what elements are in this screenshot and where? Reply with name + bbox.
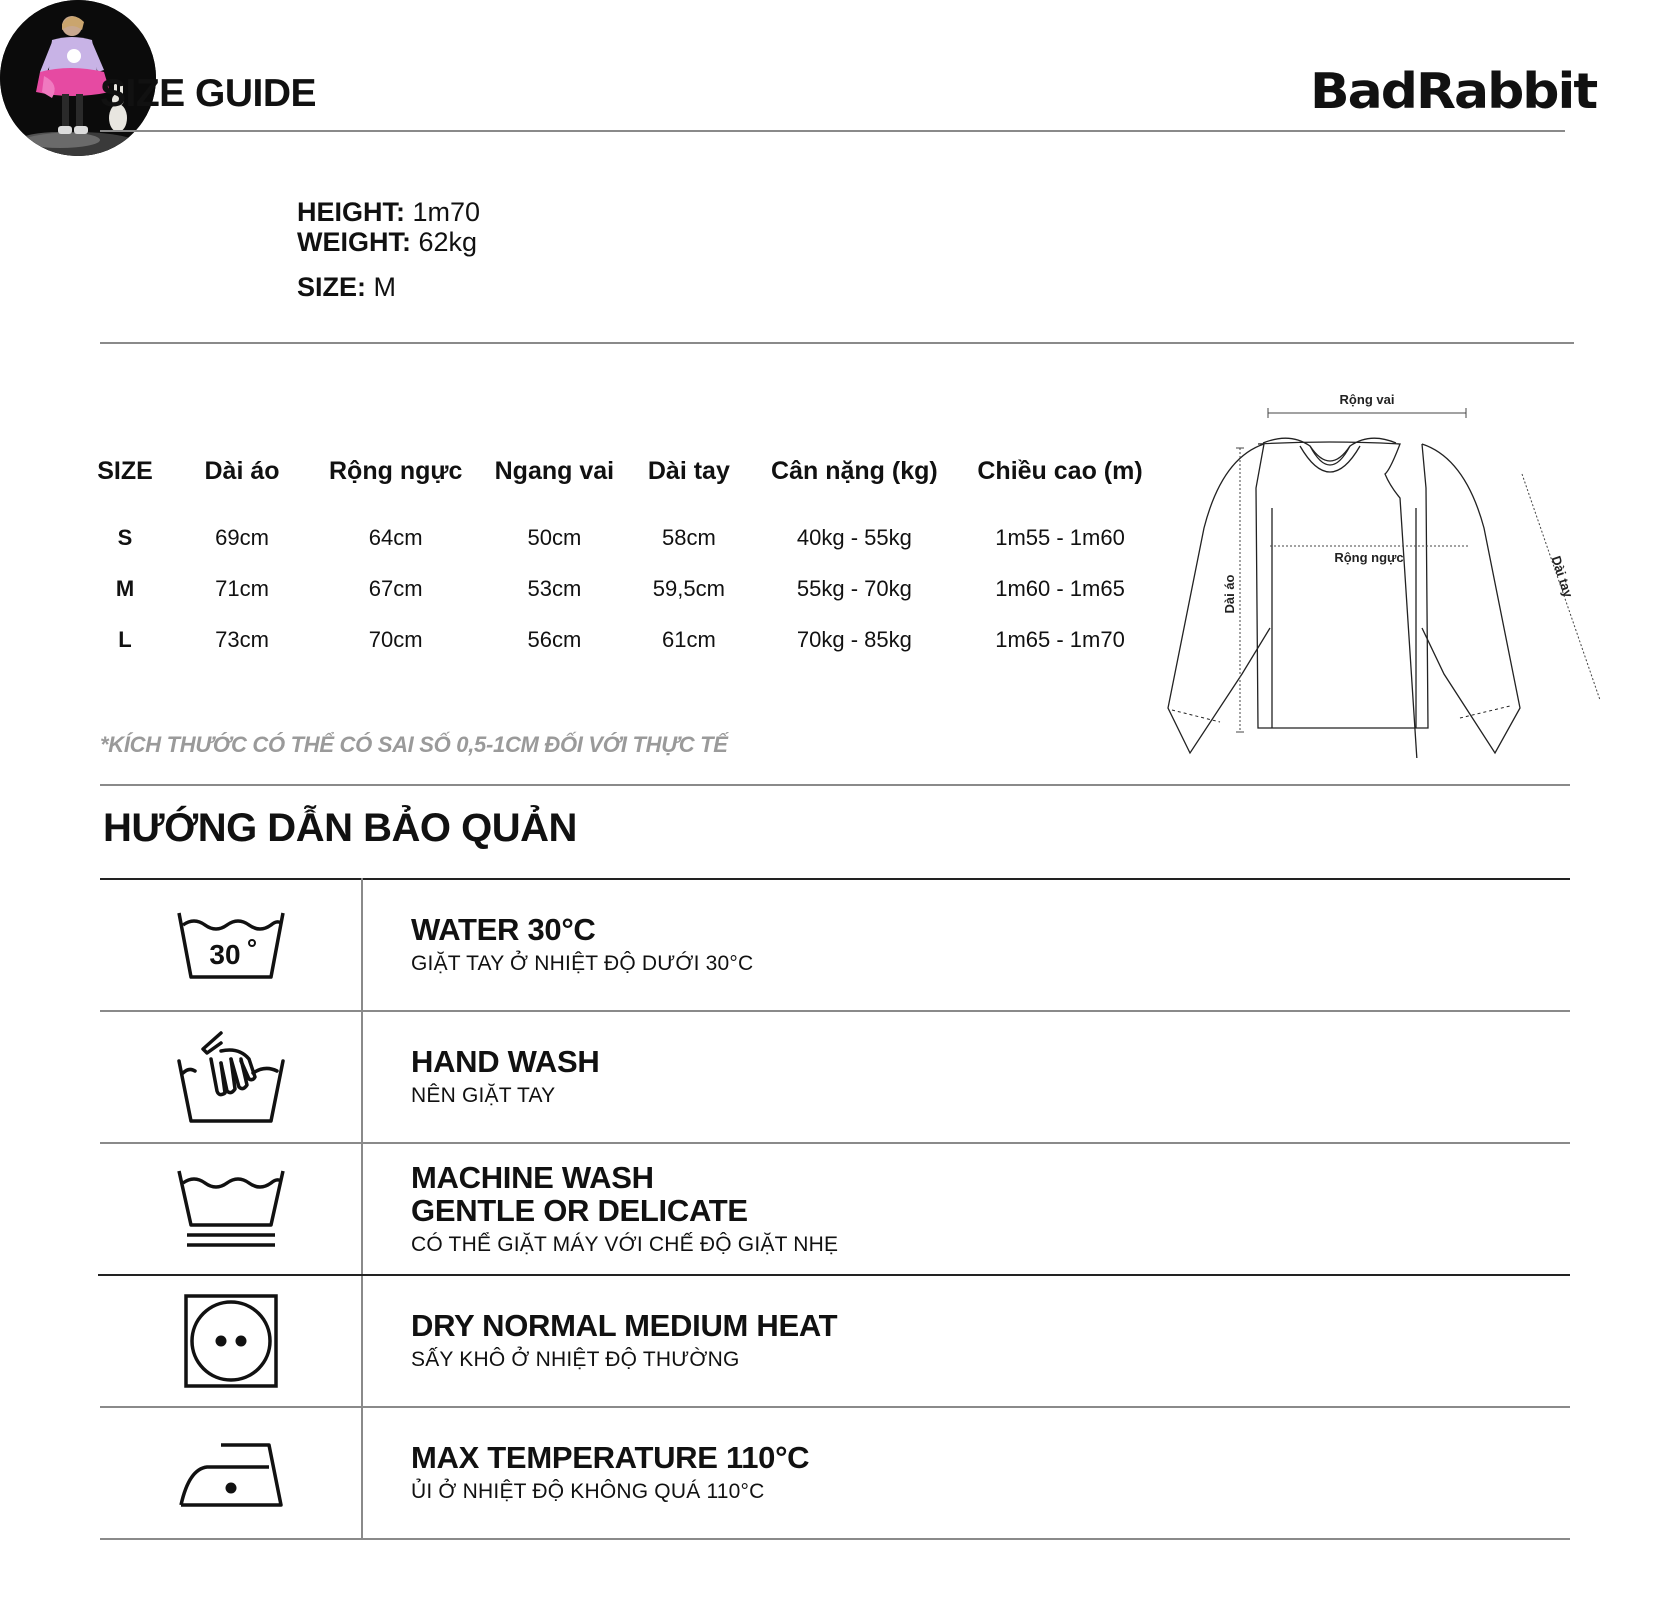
table-header-row (95, 446, 1143, 496)
table-cell: 40kg - 55kg (796, 524, 912, 550)
size-label: SIZE: (297, 272, 367, 302)
table-cell: S (117, 524, 133, 550)
tumble-dry-medium-icon (184, 1294, 278, 1388)
col-header: Rộng ngực (329, 456, 463, 485)
table-cell: 56cm (527, 626, 582, 652)
table-cell: 70kg - 85kg (796, 626, 912, 652)
table-cell: 53cm (527, 575, 582, 601)
col-header: Dài tay (647, 456, 730, 485)
table-row (95, 614, 1143, 665)
table-cell: L (118, 626, 132, 652)
svg-text:30: 30 (209, 939, 241, 970)
table-row (95, 512, 1143, 563)
divider (100, 1538, 1570, 1540)
table-cell: 59,5cm (652, 575, 725, 601)
sweater-outline (1258, 442, 1418, 758)
care-item-subtitle: ỦI Ở NHIỆT ĐỘ KHÔNG QUÁ 110°C (411, 1480, 765, 1503)
size-table (95, 446, 1143, 665)
table-cell: 64cm (368, 524, 423, 550)
col-header: Cân nặng (kg) (771, 456, 938, 485)
care-item-subtitle: SẤY KHÔ Ở NHIỆT ĐỘ THƯỜNG (411, 1348, 740, 1371)
size-disclaimer: *KÍCH THƯỚC CÓ THỂ CÓ SAI SỐ 0,5-1CM ĐỐI VỚI THỰC TẾ (100, 732, 728, 757)
table-cell: M (115, 575, 135, 601)
shoulder-label: Rộng vai (1339, 392, 1395, 407)
page-title: SIZE GUIDE (100, 72, 317, 115)
height-label: HEIGHT: (297, 197, 405, 227)
care-item (100, 1143, 1570, 1275)
weight-label: WEIGHT: (297, 227, 411, 257)
model-weight (297, 227, 477, 258)
care-item-subtitle: NÊN GIẶT TAY (411, 1084, 556, 1107)
sleeve-label: Dài tay (1548, 554, 1577, 600)
brand-logo: BadRabbit (1310, 63, 1597, 121)
table-cell: 1m65 - 1m70 (995, 626, 1125, 652)
divider (100, 784, 1570, 786)
iron-low-icon (177, 1437, 285, 1509)
wash-30-icon (177, 909, 285, 981)
sweater-measurement-diagram (1160, 388, 1610, 758)
care-item-title-2: GENTLE OR DELICATE (411, 1192, 748, 1228)
table-cell: 71cm (215, 575, 269, 601)
care-item (100, 1011, 1570, 1143)
table-cell: 58cm (661, 524, 716, 550)
hand-wash-icon (177, 1029, 285, 1125)
weight-value: 62kg (418, 227, 478, 257)
table-cell: 69cm (215, 524, 269, 550)
col-header: Ngang vai (494, 456, 615, 485)
divider (100, 342, 1574, 344)
care-item (100, 879, 1570, 1011)
size-value: M (373, 272, 397, 302)
table-cell: 1m55 - 1m60 (995, 524, 1125, 550)
table-cell: 50cm (527, 524, 582, 550)
care-item-title: MACHINE WASH (411, 1159, 654, 1195)
sweater-body (1168, 444, 1270, 753)
care-item-title: HAND WASH (411, 1044, 600, 1079)
care-item (100, 1407, 1570, 1539)
care-item-title: MAX TEMPERATURE 110°C (411, 1440, 810, 1475)
model-size (297, 272, 396, 303)
care-item-title: WATER 30°C (411, 912, 596, 947)
table-cell: 61cm (661, 626, 716, 652)
table-cell: 73cm (215, 626, 269, 652)
col-header: Dài áo (204, 456, 280, 485)
table-cell: 55kg - 70kg (796, 575, 912, 601)
height-value: 1m70 (412, 197, 481, 227)
table-row (95, 563, 1143, 614)
care-item-title: DRY NORMAL MEDIUM HEAT (411, 1308, 838, 1343)
care-section-title: HƯỚNG DẪN BẢO QUẢN (103, 806, 577, 850)
table-cell: 70cm (368, 626, 423, 652)
col-header: SIZE (97, 456, 153, 485)
table-cell: 67cm (368, 575, 423, 601)
length-label: Dài áo (1222, 574, 1237, 614)
machine-wash-gentle-icon (177, 1167, 285, 1251)
model-height (297, 197, 480, 228)
care-item-subtitle: GIẶT TAY Ở NHIỆT ĐỘ DƯỚI 30°C (411, 952, 754, 975)
divider (100, 130, 1565, 132)
chest-label: Rộng ngực (1334, 550, 1404, 565)
table-cell: 1m60 - 1m65 (995, 575, 1125, 601)
care-item (100, 1275, 1570, 1407)
col-header: Chiều cao (m) (977, 456, 1143, 485)
care-item-subtitle: CÓ THỂ GIẶT MÁY VỚI CHẾ ĐỘ GIẶT NHẸ (411, 1232, 839, 1256)
